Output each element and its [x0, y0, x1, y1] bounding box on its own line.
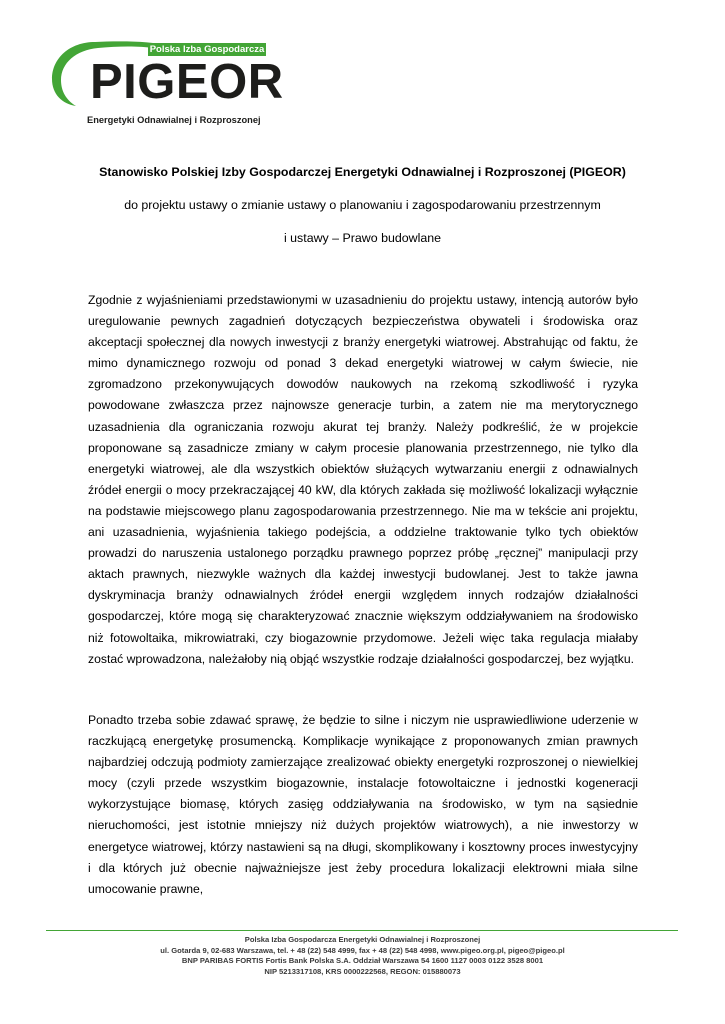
- logo-wordmark: PIGEOR: [90, 55, 284, 109]
- document-title: Stanowisko Polskiej Izby Gospodarczej Energetyki Odnawialnej i Rozproszonej (PIGEOR): [99, 165, 626, 179]
- footer-divider: [46, 930, 678, 931]
- pigeor-logo: [48, 34, 284, 126]
- logo-badge: Polska Izba Gospodarcza: [149, 44, 265, 55]
- footer: [40, 935, 685, 977]
- footer-org-name: Polska Izba Gospodarcza Energetyki Odnawialnej i Rozproszonej: [244, 935, 481, 944]
- footer-bank: BNP PARIBAS FORTIS Fortis Bank Polska S.A. Oddział Warszawa 54 1600 1127 0003 0122 3528 8001: [181, 956, 544, 965]
- logo-tagline: Energetyki Odnawialnej i Rozproszonej: [87, 115, 261, 125]
- document-subtitle-line2: i ustawy – Prawo budowlane: [283, 231, 442, 245]
- footer-address: ul. Gotarda 9, 02-683 Warszawa, tel. + 48 (22) 548 4999, fax + 48 (22) 548 4998, www.pigeo.org.pl, pigeo@pigeo.pl: [160, 945, 565, 955]
- body-paragraph-2: Ponadto trzeba sobie zdawać sprawę, że będzie to silne i niczym nie usprawiedliwione uderzenie w raczkującą energetykę prosumencką. Komplikacje wynikające z proponowanych zmian prawnych najbardziej odczują podmioty zamierzające zrealizować obiekty energetyki rozproszonej o niewielkiej mocy (czyli przede wszystkim biogazownie, instalacje fotowoltaiczne i jednostki kogeneracji wykorzystujące biomasę, których zasięg oddziaływania na środowisko, w tym na sąsiednie nieruchomości, jest istotnie mniejszy niż dużych projektów wiatrowych), a nie inwestorzy w energetyce wiatrowej, którzy nastawieni są na długi, skomplikowany i kosztowny proces inwestycyjny i dla których już obecnie najważniejsze jest żeby procedura lokalizacji elektrowni miała silne umocowanie prawne,: [88, 713, 638, 896]
- body-paragraph-1: Zgodnie z wyjaśnieniami przedstawionymi w uzasadnieniu do projektu ustawy, intencją autorów było uregulowanie pewnych zagadnień dotyczących bezpieczeństwa obywateli i środowiska oraz akceptacji społecznej dla nowych inwestycji z branży energetyki wiatrowej. Abstrahując od faktu, że mimo dynamicznego rozwoju od ponad 3 dekad energetyki wiatrowej w całym świecie, nie zgromadzono przekonywujących dowodów naukowych na rzekomą szkodliwość i ryzyka powodowane zwłaszcza przez najnowsze generacje turbin, a zatem nie ma merytorycznego uzasadnienia dla ograniczania rozwoju akurat tej branży. Należy podkreślić, że w projekcie proponowane są zasadnicze zmiany w całym procesie planowania przestrzennego, nie tylko dla energetyki wiatrowej, ale dla wszystkich obiektów służących wytwarzaniu energii z odnawialnych źródeł energii o mocy przekraczającej 40 kW, dla których zakłada się możliwość lokalizacji wyłącznie na podstawie miejscowego planu zagospodarowania przestrzennego. Nie ma w tekście ani projektu, ani uzasadnienia, wyjaśnienia takiego podejścia, a oddzielne traktowanie tylko tych obiektów prowadzi do naruszenia ustalonego porządku prawnego poprzez próbę „ręcznej” manipulacji przy aktach prawnych, niezwykle ważnych dla każdej inwestycji budowlanej. Jest to także jawna dyskryminacja branży odnawialnych źródeł energii względem innych rodzajów działalności gospodarczej, które mogą się charakteryzować znacznie większym oddziaływaniem na środowisko niż fotowoltaika, mikrowiatraki, czy biogazownie przydomowe. Jeżeli więc taka regulacja miałaby zostać wprowadzona, należałoby nią objąć wszystkie rodzaje działalności gospodarczej, bez wyjątku.: [88, 293, 638, 666]
- footer-registry: NIP 5213317108, KRS 0000222568, REGON: 015880073: [264, 966, 461, 976]
- document-subtitle-line1: do projektu ustawy o zmianie ustawy o planowaniu i zagospodarowaniu przestrzennym: [124, 198, 601, 212]
